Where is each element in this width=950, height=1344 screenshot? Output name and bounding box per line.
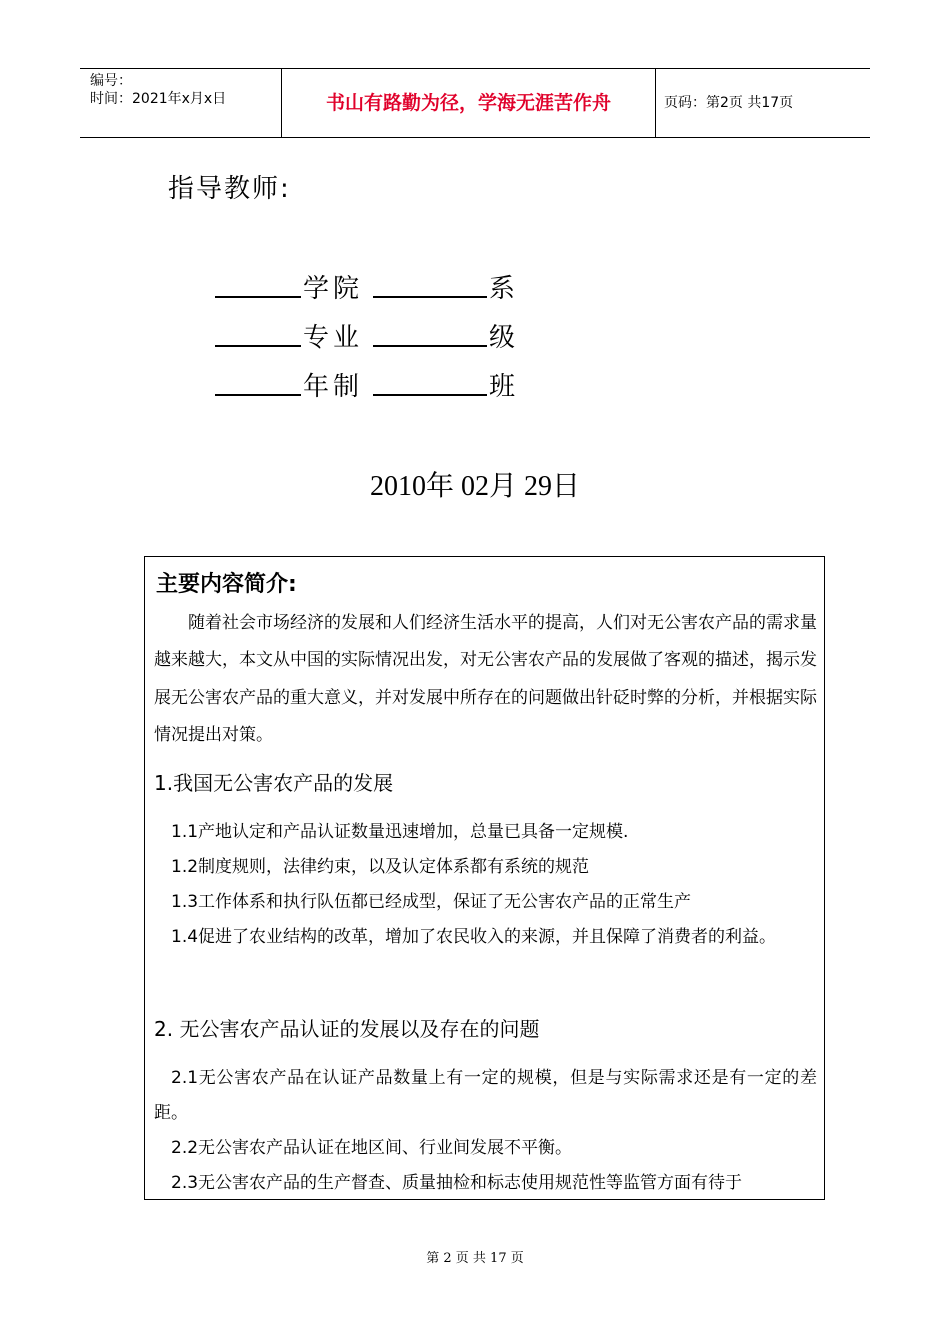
college-label: 学院: [303, 274, 364, 304]
section-1-heading: 1.我国无公害农产品的发展: [154, 771, 394, 795]
section-2-heading: 2. 无公害农产品认证的发展以及存在的问题: [154, 1017, 540, 1041]
section-1-item: 1.4促进了农业结构的改革，增加了农民收入的来源，并且保障了消费者的利益。: [171, 927, 777, 947]
class-blank: [373, 394, 487, 396]
number-label: 编号：: [90, 73, 132, 89]
years-blank: [215, 394, 301, 396]
major-label: 专业: [303, 323, 364, 353]
section-1-item: 1.2制度规则，法律约束，以及认定体系都有系统的规范: [171, 857, 590, 877]
summary-intro: 随着社会市场经济的发展和人们经济生活水平的提高，人们对无公害农产品的需求量越来越大，本文从中国的实际情况出发，对无公害农产品的发展做了客观的描述，揭示发展无公害农产品的重大意义，并对发展中所存在的问题做出针砭时弊的分析，并根据实际情况提出对策。: [154, 613, 817, 745]
section-2-item: 2.2无公害农产品认证在地区间、行业间发展不平衡。: [171, 1138, 573, 1158]
section-1-item: 1.3工作体系和执行队伍都已经成型，保证了无公害农产品的正常生产: [171, 892, 692, 912]
page-footer: 第 2 页 共 17 页: [426, 1251, 524, 1266]
section-1-item: 1.1产地认定和产品认证数量迅速增加，总量已具备一定规模.: [171, 822, 629, 842]
college-blank: [215, 296, 301, 298]
department-label: 系: [489, 274, 516, 304]
advisor-label: 指导教师:: [168, 174, 291, 204]
section-2-item: 2.3无公害农产品的生产督查、质量抽检和标志使用规范性等监管方面有待于: [171, 1173, 743, 1193]
summary-box: [144, 556, 825, 1200]
page-header: [80, 68, 870, 138]
class-label: 班: [489, 372, 516, 402]
header-motto: 书山有路勤为径，学海无涯苦作舟: [282, 69, 656, 137]
major-blank: [215, 345, 301, 347]
grade-blank: [373, 345, 487, 347]
summary-title: 主要内容简介:: [156, 572, 297, 597]
section-2-item: 2.1无公害农产品在认证产品数量上有一定的规模，但是与实际需求还是有一定的差距。: [154, 1068, 817, 1123]
header-page-info: 页码：第2页 共17页: [664, 95, 794, 111]
time-label: 时间：2021年x月x日: [90, 91, 227, 107]
grade-label: 级: [489, 323, 516, 353]
header-meta-cell: [80, 69, 282, 137]
cover-date: 2010年 02月 29日: [369, 471, 580, 502]
department-blank: [373, 296, 487, 298]
years-label: 年制: [303, 372, 364, 402]
